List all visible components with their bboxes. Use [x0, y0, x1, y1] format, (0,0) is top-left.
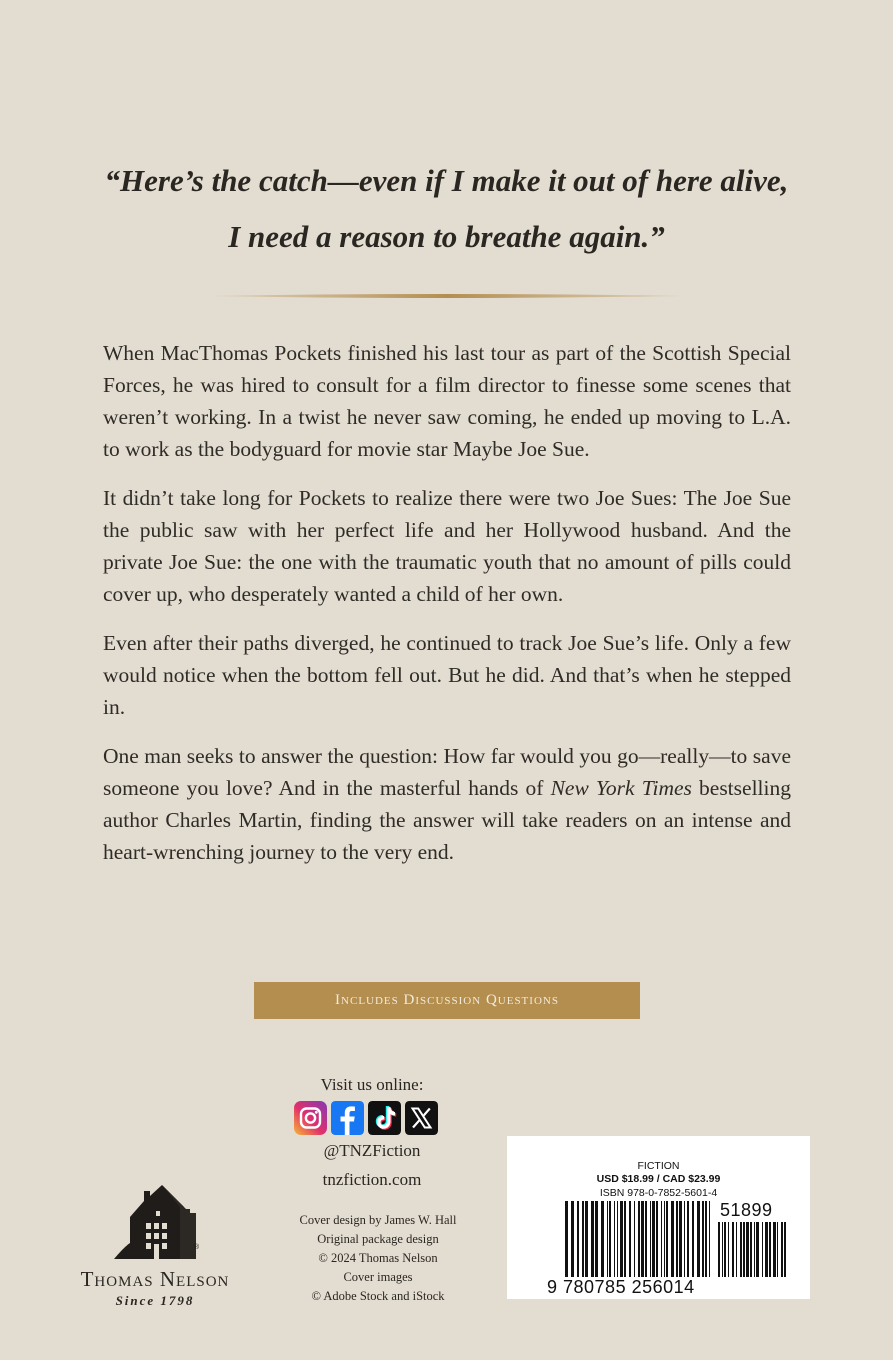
barcode-label: [507, 1136, 810, 1299]
barcode-bar: [769, 1222, 771, 1277]
barcode-bar: [620, 1201, 623, 1277]
publisher-since: Since 1798: [115, 1293, 195, 1308]
synopsis: [103, 337, 791, 885]
barcode-bar: [750, 1222, 752, 1277]
credit-line-4: Cover images: [343, 1270, 413, 1284]
barcode-bar: [661, 1201, 662, 1277]
barcode-bar: [754, 1222, 755, 1277]
barcode-bar: [762, 1222, 763, 1277]
credits: [268, 1211, 488, 1306]
barcode-bar: [656, 1201, 658, 1277]
instagram-icon[interactable]: [294, 1101, 327, 1135]
barcode-bar: [724, 1222, 726, 1277]
website-link[interactable]: tnzfiction.com: [322, 1170, 422, 1189]
barcode-bar: [722, 1222, 723, 1277]
barcode-bar: [781, 1222, 783, 1277]
synopsis-paragraph-3: Even after their paths diverged, he continued to track Joe Sue’s life. Only a few would notice when the bottom fell out. But he did. And that’s when he stepped in.: [103, 631, 791, 719]
gold-divider: [203, 293, 691, 299]
barcode-bar: [671, 1201, 674, 1277]
barcode-bar: [732, 1222, 734, 1277]
barcode-bar: [609, 1201, 611, 1277]
barcode-category: FICTION: [637, 1160, 680, 1172]
credit-line-5: © Adobe Stock and iStock: [311, 1289, 445, 1303]
barcode-bar: [614, 1201, 615, 1277]
barcode-bar: [687, 1201, 689, 1277]
barcode-bar: [692, 1201, 694, 1277]
barcode-bar: [634, 1201, 635, 1277]
barcode-bar: [582, 1201, 584, 1277]
barcode-bar: [705, 1201, 707, 1277]
discussion-questions-banner: Includes Discussion Questions: [254, 982, 640, 1019]
barcode-bar: [638, 1201, 640, 1277]
ean-barcode: [565, 1201, 713, 1277]
barcode-bar: [718, 1222, 720, 1277]
barcode-bar: [676, 1201, 678, 1277]
barcode-bar: [641, 1201, 644, 1277]
quote-line-2: I need a reason to breathe again.”: [228, 219, 665, 254]
barcode-bar: [740, 1222, 742, 1277]
barcode-bar: [697, 1201, 700, 1277]
barcode-price: USD $18.99 / CAD $23.99: [596, 1173, 721, 1185]
barcode-bar: [645, 1201, 647, 1277]
barcode-bar: [709, 1201, 710, 1277]
quote-line-1: “Here’s the catch—even if I make it out of here alive,: [104, 163, 789, 198]
barcode-bar: [607, 1201, 608, 1277]
x-icon[interactable]: [405, 1101, 438, 1135]
barcode-bar: [728, 1222, 729, 1277]
barcode-bar: [617, 1201, 618, 1277]
barcode-bar: [702, 1201, 704, 1277]
synopsis-p4-start: One man seeks to answer the question: How far would you go—really—to save someone you love? And in the masterful hands of: [103, 744, 791, 800]
barcode-bar: [652, 1201, 655, 1277]
tiktok-icon[interactable]: [368, 1101, 401, 1135]
barcode-bar: [684, 1201, 685, 1277]
barcode-bar: [601, 1201, 604, 1277]
barcode-bar: [743, 1222, 745, 1277]
publisher-name: Thomas Nelson: [80, 1267, 230, 1291]
barcode-bar: [746, 1222, 749, 1277]
barcode-bar: [777, 1222, 778, 1277]
social-icons: [294, 1101, 438, 1135]
barcode-bar: [565, 1201, 568, 1277]
visit-online-label: Visit us online:: [320, 1075, 424, 1094]
barcode-bar: [664, 1201, 665, 1277]
barcode-bar: [784, 1222, 786, 1277]
barcode-bar: [624, 1201, 626, 1277]
credit-line-1: Cover design by James W. Hall: [299, 1213, 457, 1227]
barcode-bar: [773, 1222, 776, 1277]
house-logo-icon: [110, 1183, 200, 1261]
synopsis-paragraph-1: When MacThomas Pockets finished his last tour as part of the Scottish Special Forces, he was hired to consult for a film director to finesse some scenes that weren’t working. In a twist he never saw coming, he ended up moving to L.A. to work as the bodyguard for movie star Maybe Joe Sue.: [103, 341, 791, 461]
barcode-bar: [666, 1201, 668, 1277]
credit-line-2: Original package design: [317, 1232, 439, 1246]
credit-line-3: © 2024 Thomas Nelson: [318, 1251, 438, 1265]
barcode-bar: [595, 1201, 598, 1277]
barcode-bar: [629, 1201, 631, 1277]
barcode-bar: [591, 1201, 594, 1277]
synopsis-p4-italic: New York Times: [550, 776, 692, 800]
barcode-bar: [585, 1201, 588, 1277]
pull-quote: [0, 153, 893, 265]
barcode-bar: [577, 1201, 579, 1277]
ean-digits: 9 780785 256014: [547, 1277, 695, 1297]
addon-barcode: [718, 1222, 788, 1277]
barcode-bar: [571, 1201, 574, 1277]
barcode-bar: [756, 1222, 759, 1277]
barcode-bar: [736, 1222, 737, 1277]
addon-digits: 51899: [720, 1200, 773, 1220]
barcode-bar: [650, 1201, 651, 1277]
barcode-isbn: ISBN 978-0-7852-5601-4: [599, 1187, 718, 1199]
synopsis-paragraph-4: [103, 740, 791, 868]
synopsis-p4-end: bestselling author Charles Martin, finding the answer will take readers on an intense and heart-wrenching journey to the very end.: [103, 776, 791, 864]
publisher-logo: [60, 1183, 250, 1309]
synopsis-paragraph-2: It didn’t take long for Pockets to realize there were two Joe Sues: The Joe Sue the public saw with her perfect life and her Hollywood husband. And the private Joe Sue: the one with the traumatic youth that no amount of pills could cover up, who desperately wanted a child of her own.: [103, 486, 791, 606]
social-handle[interactable]: @TNZFiction: [323, 1141, 421, 1160]
facebook-icon[interactable]: [331, 1101, 364, 1135]
registered-mark: ®: [194, 1244, 200, 1251]
barcode-bar: [765, 1222, 768, 1277]
barcode-bar: [679, 1201, 682, 1277]
